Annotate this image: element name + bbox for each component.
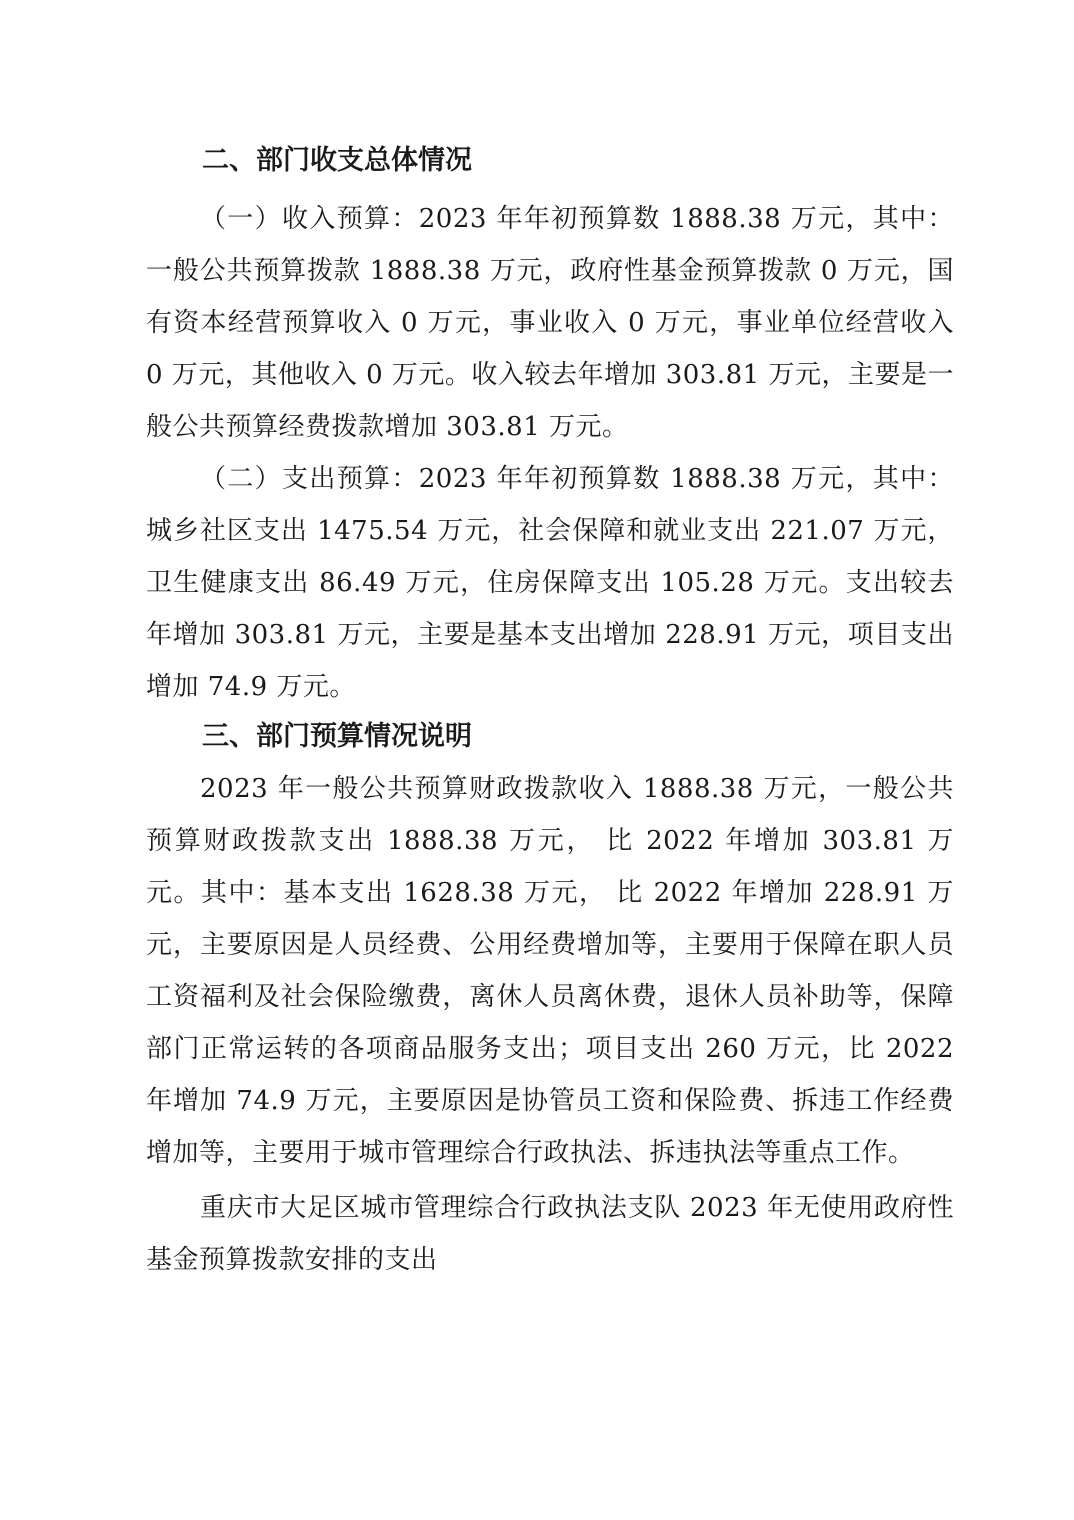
paragraph-budget-detail: 2023 年一般公共预算财政拨款收入 1888.38 万元，一般公共预算财政拨款支出 1888.38 万元， 比 2022 年增加 303.81 万元。其中：基本支出 1628.38 万元， 比 2022 年增加 228.91 万元，主要原因是人员经费、公用经费增加等，主要用于保障在职人员工资福利及社会保险缴费，离休人员离休费，退休人员补助等，保障部门正常运转的各项商品服务支出；项目支出 260 万元，比 2022 年增加 74.9 万元，主要原因是协管员工资和保险费、拆违工作经费增加等，主要用于城市管理综合行政执法、拆违执法等重点工作。 [146, 774, 954, 1168]
paragraph-government-fund-note: 重庆市大足区城市管理综合行政执法支队 2023 年无使用政府性基金预算拨款安排的支出 [146, 1193, 954, 1275]
section-heading-overall-revenue-expenditure: 二、部门收支总体情况 [202, 145, 472, 176]
section-heading-budget-explanation: 三、部门预算情况说明 [202, 721, 472, 752]
document-body [146, 137, 954, 1286]
paragraph-expenditure-budget: （二）支出预算：2023 年年初预算数 1888.38 万元，其中：城乡社区支出 1475.54 万元，社会保障和就业支出 221.07 万元，卫生健康支出 86.49 万元，住房保障支出 105.28 万元。支出较去年增加 303.81 万元，主要是基本支出增加 228.91 万元，项目支出增加 74.9 万元。 [146, 464, 954, 702]
paragraph-income-budget: （一）收入预算：2023 年年初预算数 1888.38 万元，其中：一般公共预算拨款 1888.38 万元，政府性基金预算拨款 0 万元，国有资本经营预算收入 0 万元，事业收入 0 万元，事业单位经营收入 0 万元，其他收入 0 万元。收入较去年增加 303.81 万元，主要是一般公共预算经费拨款增加 303.81 万元。 [146, 204, 954, 442]
